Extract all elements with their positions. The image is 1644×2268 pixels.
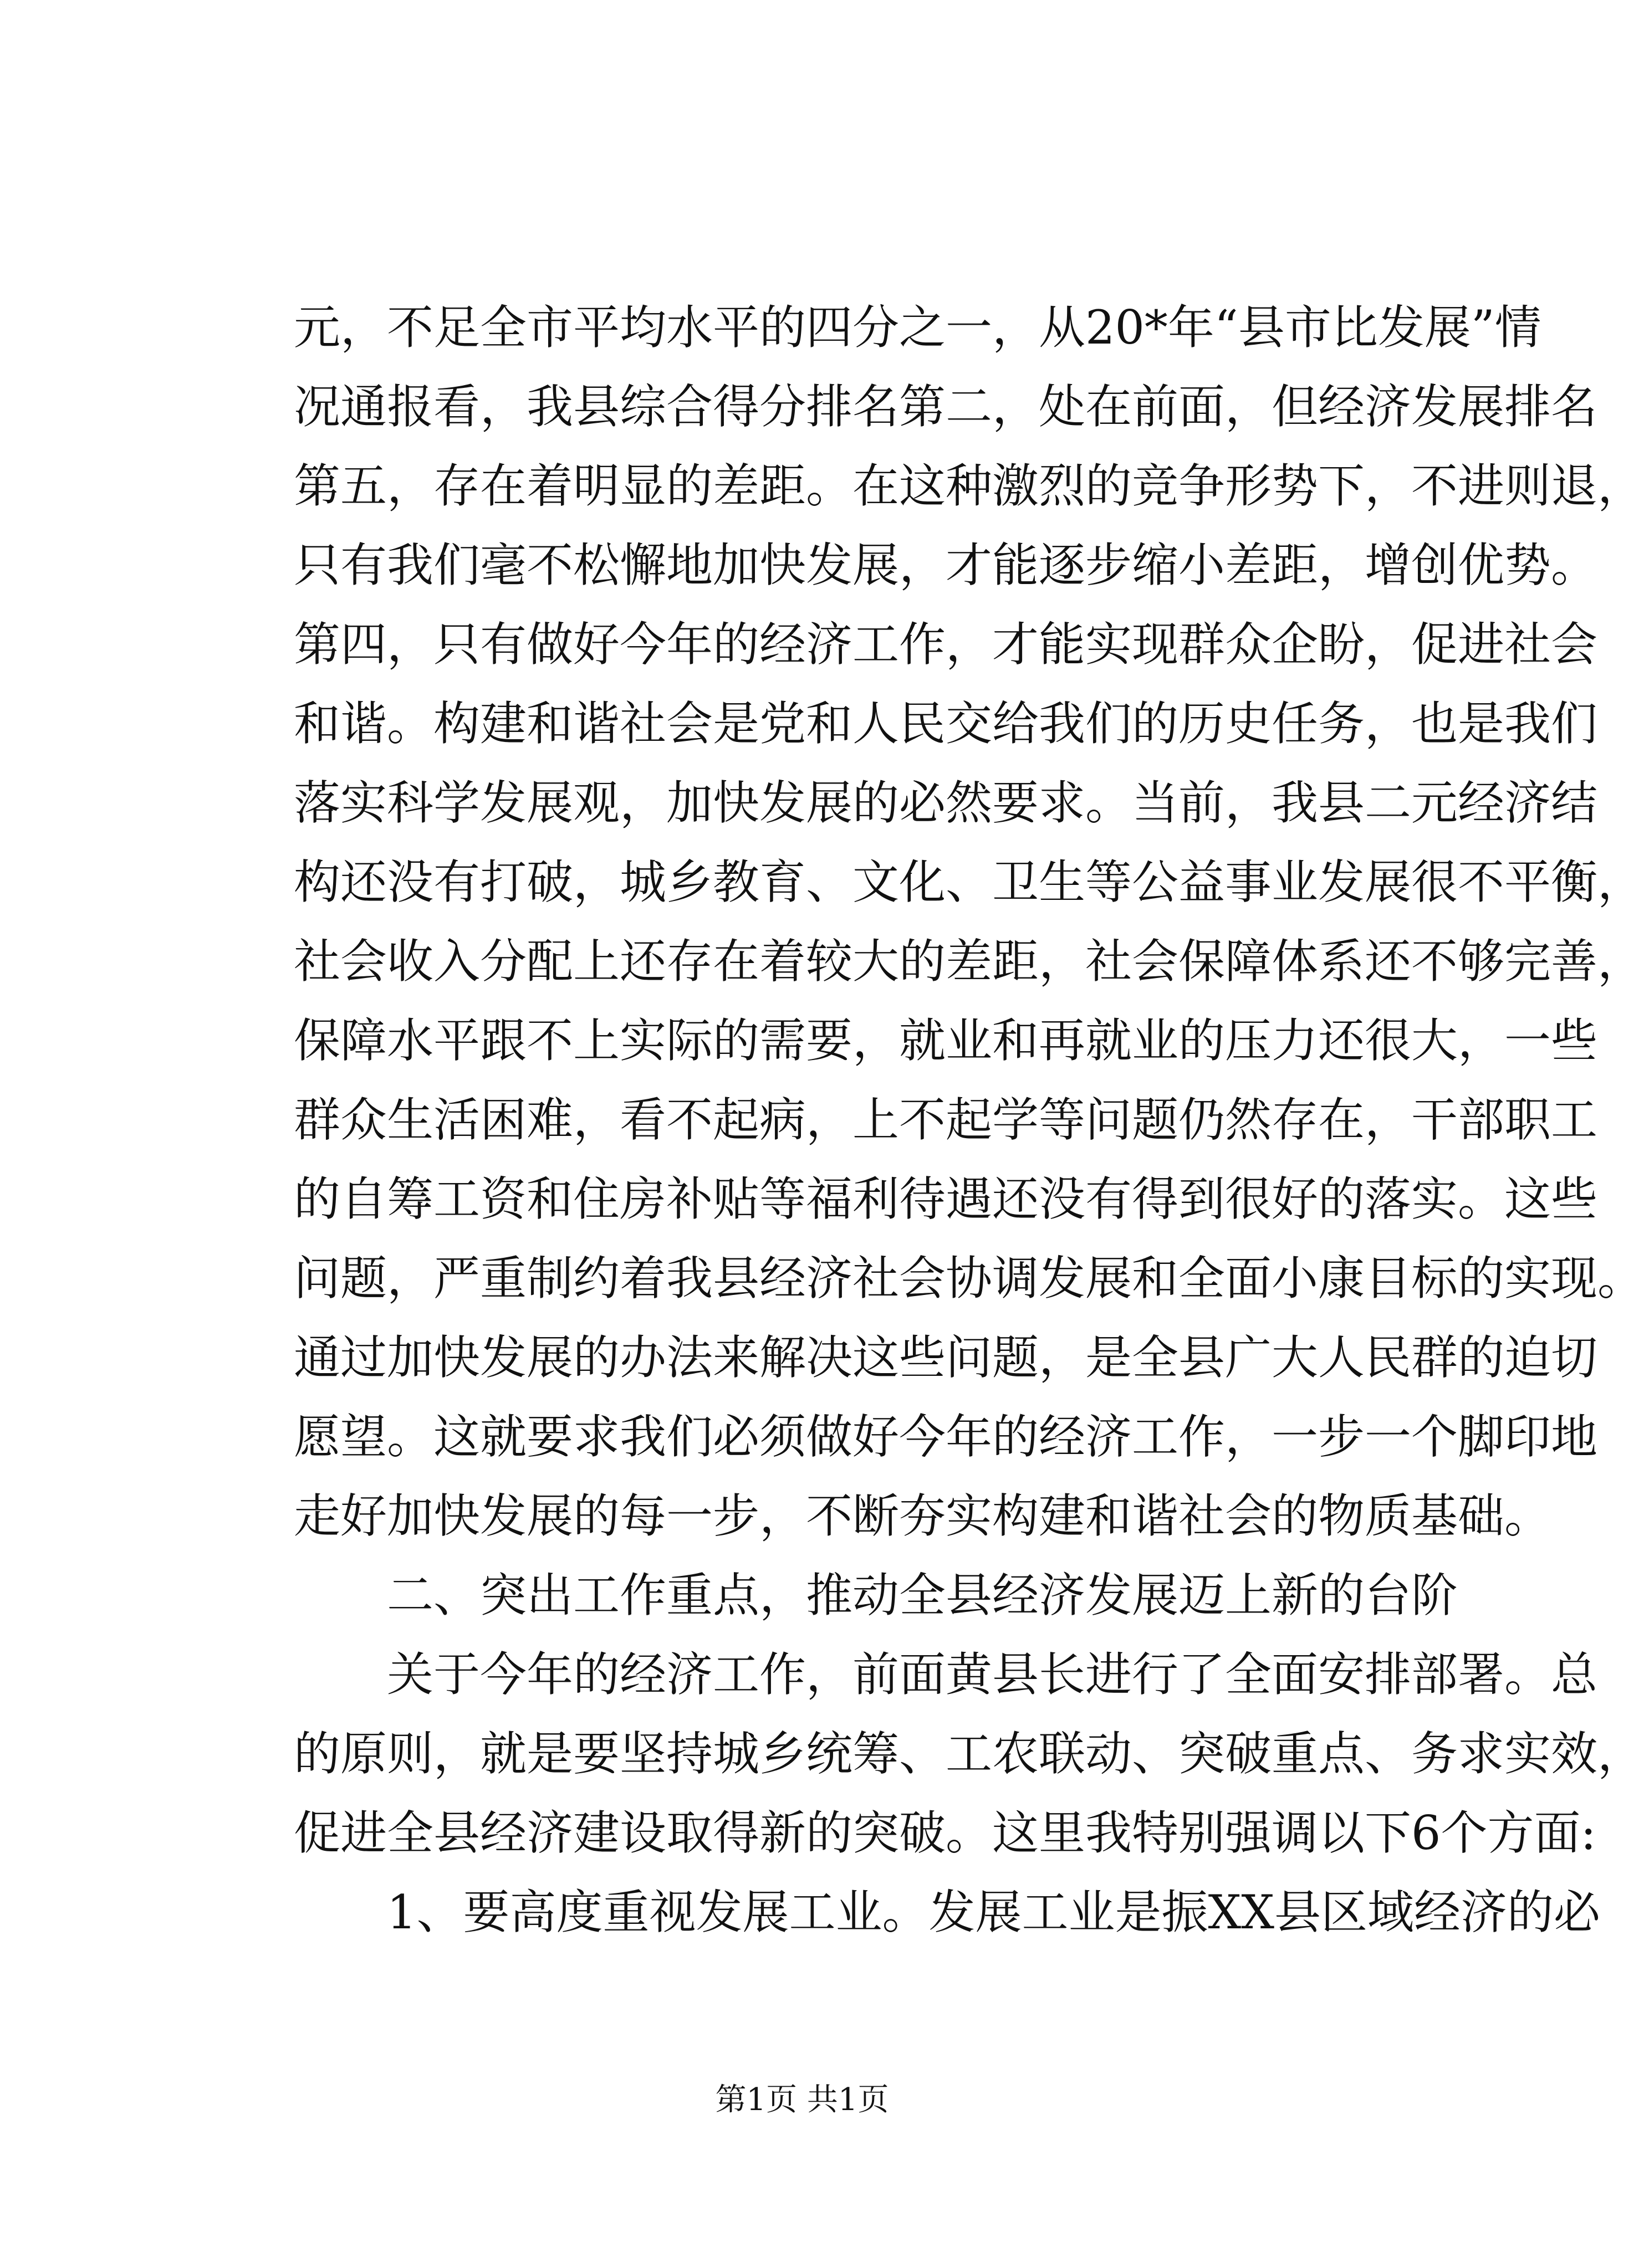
text-line: 落实科学发展观，加快发展的必然要求。当前，我县二元经济结 xyxy=(294,776,1598,830)
text-line: 促进全县经济建设取得新的突破。这里我特别强调以下6个方面: xyxy=(294,1806,1596,1860)
text-line: 的自筹工资和住房补贴等福利待遇还没有得到很好的落实。这些 xyxy=(294,1172,1598,1226)
text-line: 通过加快发展的办法来解决这些问题，是全县广大人民群的迫切 xyxy=(294,1330,1598,1385)
text-line: 况通报看，我县综合得分排名第二，处在前面，但经济发展排名 xyxy=(294,380,1598,434)
text-line: 愿望。这就要求我们必须做好今年的经济工作，一步一个脚印地 xyxy=(294,1410,1598,1464)
text-line: 只有我们毫不松懈地加快发展，才能逐步缩小差距，增创优势。 xyxy=(294,538,1598,592)
text-line: 走好加快发展的每一步，不断夯实构建和谐社会的物质基础。 xyxy=(294,1489,1551,1543)
text-line: 构还没有打破，城乡教育、文化、卫生等公益事业发展很不平衡， xyxy=(294,855,1644,909)
paragraph-first-line: 关于今年的经济工作，前面黄县长进行了全面安排部署。总 xyxy=(387,1647,1598,1702)
text-line: 第五，存在着明显的差距。在这种激烈的竞争形势下，不进则退， xyxy=(294,459,1644,513)
section-heading: 二、突出工作重点，推动全县经济发展迈上新的台阶 xyxy=(387,1568,1458,1622)
text-line: 元，不足全市平均水平的四分之一，从20*年“县市比发展”情 xyxy=(294,300,1541,355)
text-line: 群众生活困难，看不起病，上不起学等问题仍然存在，干部职工 xyxy=(294,1093,1598,1147)
text-line: 第四，只有做好今年的经济工作，才能实现群众企盼，促进社会 xyxy=(294,617,1598,672)
paragraph-first-line: 1、要高度重视发展工业。发展工业是振XX县区域经济的必 xyxy=(387,1885,1601,1939)
text-line: 问题，严重制约着我县经济社会协调发展和全面小康目标的实现。 xyxy=(294,1251,1644,1305)
text-line: 的原则，就是要坚持城乡统筹、工农联动、突破重点、务求实效， xyxy=(294,1727,1644,1781)
text-line: 社会收入分配上还存在着较大的差距，社会保障体系还不够完善， xyxy=(294,934,1644,989)
text-line: 和谐。构建和谐社会是党和人民交给我们的历史任务，也是我们 xyxy=(294,697,1598,751)
page-footer: 第1页 共1页 xyxy=(715,2082,889,2118)
text-line: 保障水平跟不上实际的需要，就业和再就业的压力还很大，一些 xyxy=(294,1013,1598,1068)
body-text xyxy=(294,288,1644,1952)
